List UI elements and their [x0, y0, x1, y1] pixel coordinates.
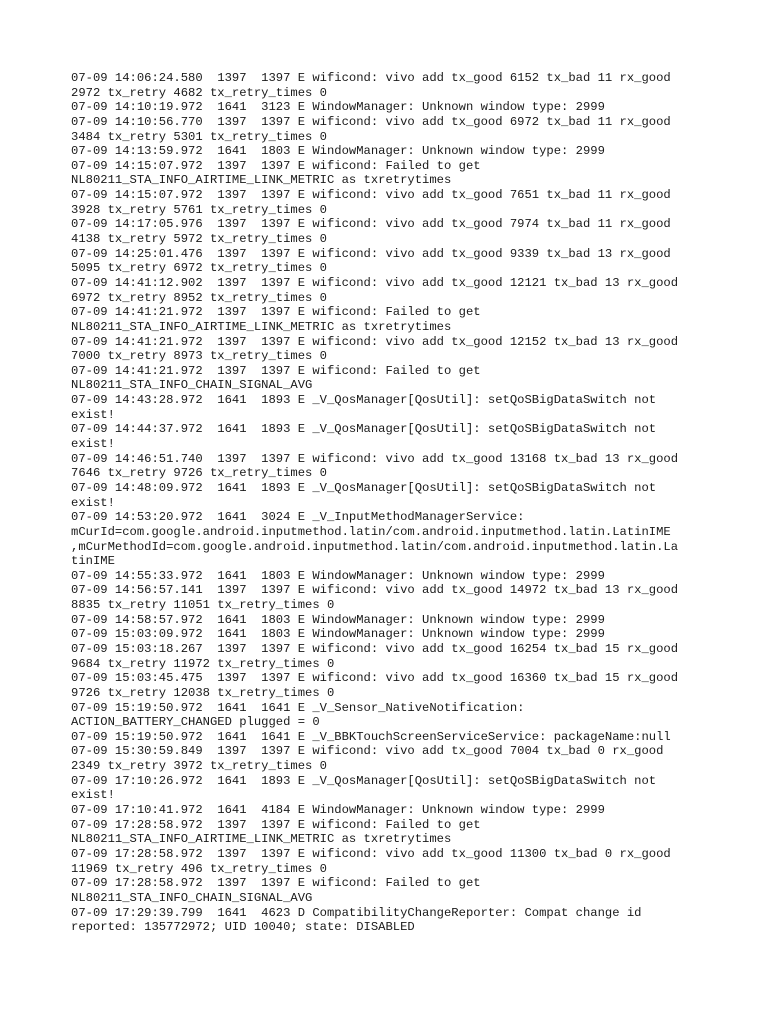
- log-line: exist!: [71, 407, 115, 422]
- log-text-block: [71, 71, 761, 935]
- log-line: 07-09 14:06:24.580 1397 1397 E wificond: vivo add tx_good 6152 tx_bad 11 rx_good: [71, 71, 671, 85]
- log-line: 7646 tx_retry 9726 tx_retry_times 0: [71, 466, 327, 481]
- log-line: 07-09 17:28:58.972 1397 1397 E wificond: Failed to get: [71, 876, 481, 891]
- log-line: 07-09 15:03:09.972 1641 1803 E WindowManager: Unknown window type: 2999: [71, 627, 605, 642]
- log-line: 4138 tx_retry 5972 tx_retry_times 0: [71, 232, 327, 247]
- log-line: ,mCurMethodId=com.google.android.inputmethod.latin/com.android.inputmethod.latin.La: [71, 539, 679, 554]
- log-line: NL80211_STA_INFO_AIRTIME_LINK_METRIC as txretrytimes: [71, 832, 452, 847]
- log-line: 07-09 15:03:45.475 1397 1397 E wificond: vivo add tx_good 16360 tx_bad 15 rx_good: [71, 671, 679, 686]
- log-line: 07-09 14:56:57.141 1397 1397 E wificond: vivo add tx_good 14972 tx_bad 13 rx_good: [71, 583, 679, 598]
- log-line: exist!: [71, 495, 115, 510]
- log-line: 2972 tx_retry 4682 tx_retry_times 0: [71, 85, 327, 100]
- log-line: 07-09 14:17:05.976 1397 1397 E wificond: vivo add tx_good 7974 tx_bad 11 rx_good: [71, 217, 671, 232]
- log-line: 07-09 14:53:20.972 1641 3024 E _V_InputMethodManagerService:: [71, 510, 525, 525]
- log-line: 5095 tx_retry 6972 tx_retry_times 0: [71, 261, 327, 276]
- log-line: 07-09 14:55:33.972 1641 1803 E WindowManager: Unknown window type: 2999: [71, 568, 605, 583]
- log-line: 7000 tx_retry 8973 tx_retry_times 0: [71, 349, 327, 364]
- log-line: NL80211_STA_INFO_AIRTIME_LINK_METRIC as txretrytimes: [71, 319, 452, 334]
- log-line: 07-09 17:28:58.972 1397 1397 E wificond: vivo add tx_good 11300 tx_bad 0 rx_good: [71, 846, 671, 861]
- log-line: 07-09 14:41:12.902 1397 1397 E wificond: vivo add tx_good 12121 tx_bad 13 rx_good: [71, 275, 679, 290]
- log-line: 07-09 14:10:19.972 1641 3123 E WindowManager: Unknown window type: 2999: [71, 100, 605, 115]
- log-line: mCurId=com.google.android.inputmethod.latin/com.android.inputmethod.latin.LatinIME: [71, 524, 671, 539]
- log-line: 07-09 14:46:51.740 1397 1397 E wificond: vivo add tx_good 13168 tx_bad 13 rx_good: [71, 451, 679, 466]
- log-line: exist!: [71, 788, 115, 803]
- log-line: 3484 tx_retry 5301 tx_retry_times 0: [71, 129, 327, 144]
- log-line: NL80211_STA_INFO_CHAIN_SIGNAL_AVG: [71, 890, 313, 905]
- log-line: 07-09 17:29:39.799 1641 4623 D CompatibilityChangeReporter: Compat change id: [71, 905, 642, 920]
- log-line: 2349 tx_retry 3972 tx_retry_times 0: [71, 759, 327, 774]
- log-line: 3928 tx_retry 5761 tx_retry_times 0: [71, 202, 327, 217]
- log-line: 07-09 14:44:37.972 1641 1893 E _V_QosManager[QosUtil]: setQoSBigDataSwitch not: [71, 422, 657, 437]
- log-line: 07-09 17:10:26.972 1641 1893 E _V_QosManager[QosUtil]: setQoSBigDataSwitch not: [71, 773, 657, 788]
- log-line: 07-09 14:15:07.972 1397 1397 E wificond: Failed to get: [71, 158, 481, 173]
- log-line: ACTION_BATTERY_CHANGED plugged = 0: [71, 715, 320, 730]
- log-line: 07-09 14:43:28.972 1641 1893 E _V_QosManager[QosUtil]: setQoSBigDataSwitch not: [71, 393, 657, 408]
- log-line: 07-09 14:10:56.770 1397 1397 E wificond: vivo add tx_good 6972 tx_bad 11 rx_good: [71, 114, 671, 129]
- log-line: 07-09 14:15:07.972 1397 1397 E wificond: vivo add tx_good 7651 tx_bad 11 rx_good: [71, 188, 671, 203]
- log-line: NL80211_STA_INFO_AIRTIME_LINK_METRIC as txretrytimes: [71, 173, 452, 188]
- log-line: tinIME: [71, 554, 115, 569]
- log-line: 07-09 14:41:21.972 1397 1397 E wificond: vivo add tx_good 12152 tx_bad 13 rx_good: [71, 334, 679, 349]
- log-line: 8835 tx_retry 11051 tx_retry_times 0: [71, 598, 335, 613]
- log-line: 07-09 14:41:21.972 1397 1397 E wificond: Failed to get: [71, 305, 481, 320]
- log-line: NL80211_STA_INFO_CHAIN_SIGNAL_AVG: [71, 378, 313, 393]
- log-line: 9726 tx_retry 12038 tx_retry_times 0: [71, 685, 335, 700]
- log-line: 6972 tx_retry 8952 tx_retry_times 0: [71, 290, 327, 305]
- log-line: 07-09 14:58:57.972 1641 1803 E WindowManager: Unknown window type: 2999: [71, 612, 605, 627]
- log-line: 07-09 14:48:09.972 1641 1893 E _V_QosManager[QosUtil]: setQoSBigDataSwitch not: [71, 480, 657, 495]
- log-line: 07-09 14:41:21.972 1397 1397 E wificond: Failed to get: [71, 363, 481, 378]
- log-line: 11969 tx_retry 496 tx_retry_times 0: [71, 861, 327, 876]
- log-line: reported: 135772972; UID 10040; state: DISABLED: [71, 920, 415, 935]
- log-line: 07-09 15:30:59.849 1397 1397 E wificond: vivo add tx_good 7004 tx_bad 0 rx_good: [71, 744, 664, 759]
- log-line: 07-09 15:19:50.972 1641 1641 E _V_Sensor_NativeNotification:: [71, 700, 525, 715]
- log-line: 07-09 15:03:18.267 1397 1397 E wificond: vivo add tx_good 16254 tx_bad 15 rx_good: [71, 641, 679, 656]
- log-line: 9684 tx_retry 11972 tx_retry_times 0: [71, 656, 335, 671]
- log-line: 07-09 14:25:01.476 1397 1397 E wificond: vivo add tx_good 9339 tx_bad 13 rx_good: [71, 246, 671, 261]
- log-line: 07-09 17:28:58.972 1397 1397 E wificond: Failed to get: [71, 817, 481, 832]
- log-line: 07-09 14:13:59.972 1641 1803 E WindowManager: Unknown window type: 2999: [71, 144, 605, 159]
- log-line: exist!: [71, 437, 115, 452]
- log-line: 07-09 15:19:50.972 1641 1641 E _V_BBKTouchScreenServiceService: packageName:null: [71, 729, 671, 744]
- log-line: 07-09 17:10:41.972 1641 4184 E WindowManager: Unknown window type: 2999: [71, 803, 605, 818]
